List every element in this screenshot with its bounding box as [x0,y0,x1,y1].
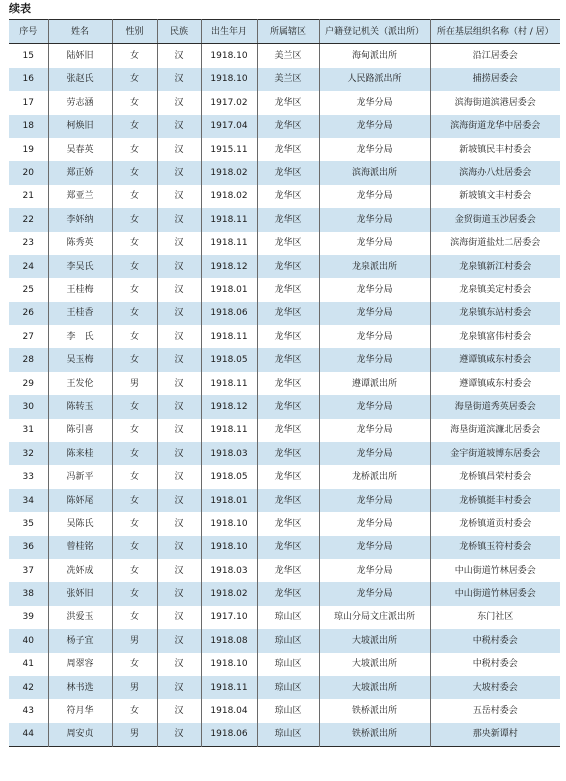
cell-name: 吴玉梅 [48,348,112,371]
column-header-ethnicity: 民族 [157,20,201,44]
cell-birth: 1918.02 [201,582,257,605]
cell-birth: 1918.11 [201,419,257,442]
cell-community: 滨海办八灶居委会 [430,161,560,184]
cell-community: 龙泉镇富伟村委会 [430,325,560,348]
cell-district: 龙华区 [257,582,319,605]
cell-ethnicity: 汉 [157,255,201,278]
cell-birth: 1918.06 [201,302,257,325]
table-row [9,208,560,231]
cell-district: 琼山区 [257,676,319,699]
cell-sex: 男 [112,723,157,747]
cell-sex: 女 [112,653,157,676]
table-row [9,91,560,114]
cell-seq: 44 [9,723,48,747]
cell-birth: 1918.11 [201,232,257,255]
cell-seq: 30 [9,395,48,418]
column-header-community: 所在基层组织名称（村 / 居） [430,20,560,44]
cell-district: 琼山区 [257,723,319,747]
table-row [9,723,560,747]
cell-ethnicity: 汉 [157,185,201,208]
cell-sex: 女 [112,232,157,255]
cell-name: 符月华 [48,699,112,722]
cell-birth: 1918.08 [201,629,257,652]
cell-name: 吴陈氏 [48,512,112,535]
cell-sex: 女 [112,161,157,184]
cell-district: 龙华区 [257,348,319,371]
table-row [9,536,560,559]
cell-registry: 遵谭派出所 [319,372,430,395]
cell-birth: 1918.10 [201,653,257,676]
cell-birth: 1918.05 [201,465,257,488]
cell-community: 滨海街道盐灶二居委会 [430,232,560,255]
cell-sex: 女 [112,302,157,325]
cell-seq: 41 [9,653,48,676]
cell-birth: 1918.12 [201,255,257,278]
cell-sex: 女 [112,255,157,278]
cell-community: 那央新谭村 [430,723,560,747]
cell-name: 冯新平 [48,465,112,488]
cell-name: 王桂梅 [48,278,112,301]
cell-ethnicity: 汉 [157,372,201,395]
cell-registry: 龙华分局 [319,185,430,208]
cell-community: 金贸街道玉沙居委会 [430,208,560,231]
cell-name: 劳志涵 [48,91,112,114]
cell-sex: 女 [112,606,157,629]
cell-ethnicity: 汉 [157,278,201,301]
column-header-seq: 序号 [9,20,48,44]
cell-ethnicity: 汉 [157,161,201,184]
cell-community: 中山街道竹林居委会 [430,559,560,582]
cell-registry: 龙华分局 [319,582,430,605]
cell-ethnicity: 汉 [157,302,201,325]
cell-registry: 龙桥派出所 [319,465,430,488]
cell-name: 郑正娇 [48,161,112,184]
cell-district: 龙华区 [257,395,319,418]
cell-sex: 女 [112,115,157,138]
cell-sex: 女 [112,559,157,582]
cell-sex: 男 [112,629,157,652]
cell-birth: 1918.04 [201,699,257,722]
cell-district: 龙华区 [257,278,319,301]
table-row [9,44,560,68]
cell-registry: 龙泉派出所 [319,255,430,278]
cell-seq: 15 [9,44,48,68]
cell-seq: 28 [9,348,48,371]
cell-birth: 1918.11 [201,676,257,699]
table-row [9,699,560,722]
cell-name: 李妚纳 [48,208,112,231]
cell-district: 龙华区 [257,559,319,582]
cell-community: 海垦街道滨濂北居委会 [430,419,560,442]
cell-ethnicity: 汉 [157,208,201,231]
table-row [9,653,560,676]
cell-seq: 38 [9,582,48,605]
cell-seq: 35 [9,512,48,535]
cell-ethnicity: 汉 [157,91,201,114]
cell-registry: 龙华分局 [319,395,430,418]
cell-community: 遵谭镇咸东村委会 [430,348,560,371]
cell-sex: 女 [112,536,157,559]
cell-sex: 女 [112,395,157,418]
cell-sex: 女 [112,419,157,442]
cell-ethnicity: 汉 [157,629,201,652]
cell-district: 龙华区 [257,232,319,255]
cell-name: 周翠容 [48,653,112,676]
cell-name: 柯焕旧 [48,115,112,138]
table-row [9,582,560,605]
cell-registry: 铁桥派出所 [319,723,430,747]
cell-name: 陈引喜 [48,419,112,442]
cell-name: 陈妚尾 [48,489,112,512]
table-row [9,395,560,418]
cell-sex: 男 [112,676,157,699]
cell-name: 陈转玉 [48,395,112,418]
cell-community: 东门社区 [430,606,560,629]
cell-birth: 1918.03 [201,442,257,465]
cell-community: 金宇街道坡博东居委会 [430,442,560,465]
table-row [9,348,560,371]
cell-name: 陈秀英 [48,232,112,255]
cell-ethnicity: 汉 [157,138,201,161]
cell-district: 美兰区 [257,68,319,91]
cell-sex: 女 [112,582,157,605]
cell-district: 龙华区 [257,536,319,559]
table-row [9,442,560,465]
cell-birth: 1918.10 [201,512,257,535]
cell-birth: 1918.11 [201,325,257,348]
cell-registry: 龙华分局 [319,419,430,442]
cell-ethnicity: 汉 [157,676,201,699]
cell-registry: 龙华分局 [319,512,430,535]
cell-birth: 1918.06 [201,723,257,747]
cell-seq: 42 [9,676,48,699]
cell-sex: 女 [112,91,157,114]
cell-registry: 龙华分局 [319,442,430,465]
table-row [9,68,560,91]
cell-community: 中山街道竹林居委会 [430,582,560,605]
cell-seq: 36 [9,536,48,559]
cell-seq: 22 [9,208,48,231]
cell-ethnicity: 汉 [157,232,201,255]
cell-community: 五岳村委会 [430,699,560,722]
cell-community: 滨海街道龙华中居委会 [430,115,560,138]
cell-district: 龙华区 [257,465,319,488]
cell-name: 林书选 [48,676,112,699]
cell-registry: 海甸派出所 [319,44,430,68]
cell-community: 海垦街道秀英居委会 [430,395,560,418]
cell-ethnicity: 汉 [157,44,201,68]
cell-district: 龙华区 [257,419,319,442]
cell-community: 大坡村委会 [430,676,560,699]
cell-district: 龙华区 [257,161,319,184]
cell-seq: 24 [9,255,48,278]
cell-birth: 1918.11 [201,208,257,231]
cell-registry: 龙华分局 [319,348,430,371]
cell-birth: 1917.04 [201,115,257,138]
table-row [9,115,560,138]
table-caption: 续表 [9,2,31,15]
cell-name: 陈来桂 [48,442,112,465]
cell-registry: 龙华分局 [319,559,430,582]
cell-name: 张妚旧 [48,582,112,605]
cell-name: 张赵氏 [48,68,112,91]
cell-ethnicity: 汉 [157,606,201,629]
cell-district: 龙华区 [257,442,319,465]
cell-birth: 1917.02 [201,91,257,114]
cell-community: 龙泉镇东站村委会 [430,302,560,325]
cell-district: 龙华区 [257,115,319,138]
cell-community: 龙桥镇挺丰村委会 [430,489,560,512]
cell-registry: 龙华分局 [319,115,430,138]
cell-sex: 女 [112,138,157,161]
cell-seq: 26 [9,302,48,325]
cell-sex: 女 [112,512,157,535]
cell-sex: 女 [112,348,157,371]
cell-sex: 女 [112,185,157,208]
table-row [9,185,560,208]
cell-sex: 女 [112,68,157,91]
cell-ethnicity: 汉 [157,325,201,348]
cell-registry: 大坡派出所 [319,629,430,652]
cell-seq: 16 [9,68,48,91]
cell-birth: 1918.02 [201,185,257,208]
table-row [9,325,560,348]
cell-seq: 27 [9,325,48,348]
cell-ethnicity: 汉 [157,723,201,747]
cell-registry: 龙华分局 [319,91,430,114]
table-row [9,161,560,184]
cell-sex: 女 [112,278,157,301]
cell-district: 龙华区 [257,91,319,114]
cell-seq: 19 [9,138,48,161]
cell-community: 中税村委会 [430,653,560,676]
table-row [9,676,560,699]
cell-registry: 琼山分局文庄派出所 [319,606,430,629]
cell-seq: 32 [9,442,48,465]
cell-birth: 1918.01 [201,489,257,512]
cell-seq: 29 [9,372,48,395]
cell-seq: 31 [9,419,48,442]
cell-name: 曾桂铭 [48,536,112,559]
cell-community: 龙泉镇新江村委会 [430,255,560,278]
cell-birth: 1918.10 [201,68,257,91]
cell-registry: 龙华分局 [319,325,430,348]
register-table [9,19,560,747]
cell-district: 琼山区 [257,629,319,652]
column-header-name: 姓名 [48,20,112,44]
cell-birth: 1915.11 [201,138,257,161]
cell-community: 遵谭镇咸东村委会 [430,372,560,395]
cell-ethnicity: 汉 [157,395,201,418]
cell-name: 陆妚旧 [48,44,112,68]
table-row [9,232,560,255]
cell-district: 龙华区 [257,185,319,208]
cell-sex: 女 [112,489,157,512]
cell-birth: 1918.11 [201,372,257,395]
cell-seq: 21 [9,185,48,208]
cell-district: 琼山区 [257,606,319,629]
cell-district: 琼山区 [257,699,319,722]
cell-district: 美兰区 [257,44,319,68]
table-row [9,138,560,161]
cell-birth: 1918.05 [201,348,257,371]
cell-name: 洪爱玉 [48,606,112,629]
cell-registry: 铁桥派出所 [319,699,430,722]
cell-ethnicity: 汉 [157,68,201,91]
cell-district: 龙华区 [257,255,319,278]
table-header-row [9,20,560,44]
cell-ethnicity: 汉 [157,489,201,512]
cell-seq: 17 [9,91,48,114]
cell-ethnicity: 汉 [157,699,201,722]
cell-ethnicity: 汉 [157,419,201,442]
column-header-registry: 户籍登记机关（派出所） [319,20,430,44]
cell-ethnicity: 汉 [157,512,201,535]
table-row [9,489,560,512]
cell-sex: 女 [112,208,157,231]
cell-name: 王桂香 [48,302,112,325]
cell-name: 周安贞 [48,723,112,747]
cell-seq: 20 [9,161,48,184]
cell-birth: 1918.03 [201,559,257,582]
table-row [9,512,560,535]
cell-ethnicity: 汉 [157,465,201,488]
cell-seq: 37 [9,559,48,582]
cell-name: 李吴氏 [48,255,112,278]
cell-sex: 女 [112,44,157,68]
cell-ethnicity: 汉 [157,559,201,582]
table-row [9,559,560,582]
cell-district: 龙华区 [257,302,319,325]
table-row [9,606,560,629]
cell-birth: 1918.10 [201,536,257,559]
cell-district: 龙华区 [257,512,319,535]
table-row [9,255,560,278]
cell-name: 吴春英 [48,138,112,161]
cell-district: 龙华区 [257,208,319,231]
cell-ethnicity: 汉 [157,442,201,465]
cell-registry: 人民路派出所 [319,68,430,91]
cell-sex: 女 [112,325,157,348]
cell-sex: 女 [112,465,157,488]
cell-ethnicity: 汉 [157,115,201,138]
cell-seq: 34 [9,489,48,512]
cell-district: 龙华区 [257,489,319,512]
cell-community: 龙泉镇美定村委会 [430,278,560,301]
cell-district: 龙华区 [257,372,319,395]
cell-seq: 43 [9,699,48,722]
cell-community: 新坡镇文丰村委会 [430,185,560,208]
cell-ethnicity: 汉 [157,348,201,371]
cell-community: 滨海街道滨港居委会 [430,91,560,114]
cell-community: 中税村委会 [430,629,560,652]
cell-name: 王发伦 [48,372,112,395]
table-row [9,465,560,488]
table-body [9,44,560,747]
cell-district: 琼山区 [257,653,319,676]
cell-registry: 滨海派出所 [319,161,430,184]
cell-name: 冼妚成 [48,559,112,582]
cell-name: 郑亚兰 [48,185,112,208]
cell-seq: 39 [9,606,48,629]
cell-registry: 大坡派出所 [319,676,430,699]
cell-birth: 1918.01 [201,278,257,301]
cell-name: 李 氏 [48,325,112,348]
cell-seq: 23 [9,232,48,255]
cell-sex: 女 [112,442,157,465]
table-row [9,372,560,395]
cell-community: 新坡镇民丰村委会 [430,138,560,161]
cell-community: 龙桥镇昌荣村委会 [430,465,560,488]
table-row [9,278,560,301]
cell-ethnicity: 汉 [157,536,201,559]
table-row [9,302,560,325]
cell-name: 杨子宜 [48,629,112,652]
cell-registry: 龙华分局 [319,278,430,301]
cell-community: 捕捞居委会 [430,68,560,91]
column-header-district: 所属辖区 [257,20,319,44]
cell-seq: 18 [9,115,48,138]
cell-registry: 龙华分局 [319,232,430,255]
cell-registry: 大坡派出所 [319,653,430,676]
cell-sex: 男 [112,372,157,395]
table-row [9,629,560,652]
cell-seq: 25 [9,278,48,301]
cell-sex: 女 [112,699,157,722]
column-header-sex: 性别 [112,20,157,44]
cell-registry: 龙华分局 [319,302,430,325]
cell-community: 龙桥镇玉符村委会 [430,536,560,559]
cell-registry: 龙华分局 [319,536,430,559]
cell-birth: 1918.12 [201,395,257,418]
cell-birth: 1918.02 [201,161,257,184]
cell-ethnicity: 汉 [157,653,201,676]
cell-registry: 龙华分局 [319,208,430,231]
table-row [9,419,560,442]
cell-ethnicity: 汉 [157,582,201,605]
cell-seq: 33 [9,465,48,488]
cell-district: 龙华区 [257,138,319,161]
cell-community: 龙桥镇道贡村委会 [430,512,560,535]
cell-birth: 1918.10 [201,44,257,68]
cell-community: 沿江居委会 [430,44,560,68]
cell-district: 龙华区 [257,325,319,348]
cell-birth: 1917.10 [201,606,257,629]
cell-registry: 龙华分局 [319,489,430,512]
cell-registry: 龙华分局 [319,138,430,161]
column-header-birth: 出生年月 [201,20,257,44]
cell-seq: 40 [9,629,48,652]
